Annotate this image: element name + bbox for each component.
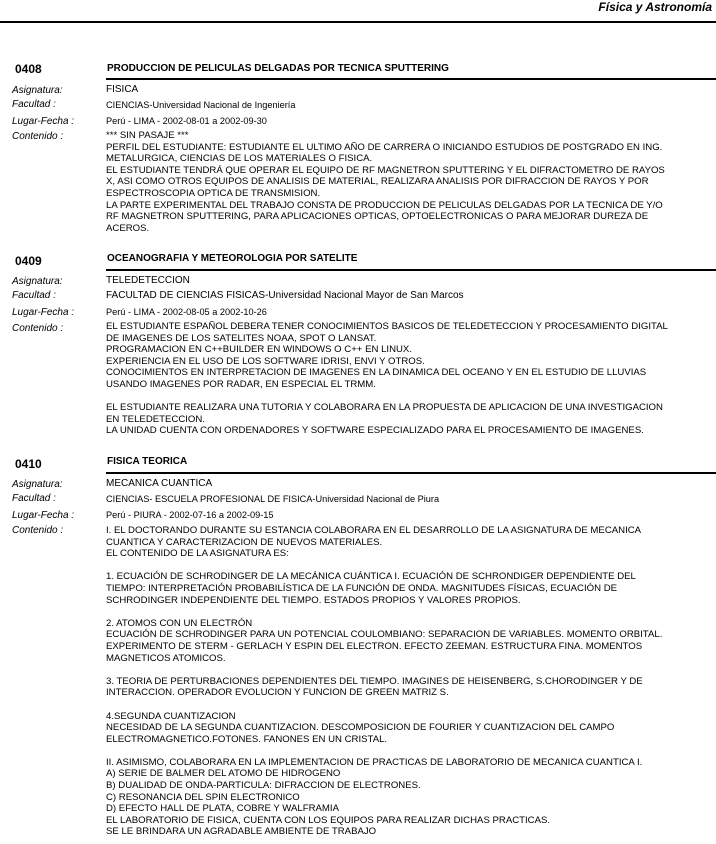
entry-code: 0409 bbox=[15, 254, 42, 268]
lugar-fecha-value: Perú - LIMA - 2002-08-05 a 2002-10-26 bbox=[106, 307, 267, 317]
asignatura-value: TELEDETECCION bbox=[106, 275, 190, 286]
header-divider bbox=[0, 21, 716, 23]
label-lugar-fecha: Lugar-Fecha : bbox=[12, 116, 75, 127]
lugar-fecha-value: Perú - PIURA - 2002-07-16 a 2002-09-15 bbox=[106, 510, 274, 520]
label-asignatura: Asignatura: bbox=[12, 479, 63, 490]
asignatura-value: FISICA bbox=[106, 84, 139, 95]
contenido-text: *** SIN PASAJE *** PERFIL DEL ESTUDIANTE: ESTUDIANTE EL ULTIMO AÑO DE CARRERA O INICIANDO ESTUDIOS DE POSTGRADO EN ING. METALURGICA, CIENCIAS DE LOS MATERIALES O FISICA. EL ESTUDIANTE TENDRÁ QUE OPERAR EL EQUIPO DE RF MAGNETRON SPUTTERING Y EL DIFRACTOMETRO DE RAYOS X, ASI COMO OTROS EQUIPOS DE ANALISIS DE MATERIAL, REALIZARA ANALISIS POR DIFRACCION DE RAYOS Y POR ESPECTROSCOPIA OPTICA DE TRANSMISION. LA PARTE EXPERIMENTAL DEL TRABAJO CONSTA DE PRODUCCION DE PELICULAS DELGADAS POR LA TECNICA DE Y/O RF MAGNETRON SPUTTERING, PARA APLICACIONES OPTICAS, OPTOELECTRONICAS O PARA MEJORAR DUREZA DE ACEROS. bbox=[106, 130, 665, 234]
label-contenido: Contenido : bbox=[12, 525, 64, 536]
entry-title: FISICA TEORICA bbox=[107, 456, 188, 467]
asignatura-value: MECANICA CUANTICA bbox=[106, 478, 213, 489]
entry-divider bbox=[106, 78, 716, 80]
entry-code: 0410 bbox=[15, 457, 42, 471]
facultad-value: CIENCIAS-Universidad Nacional de Ingeniería bbox=[106, 100, 296, 110]
entry-code: 0408 bbox=[15, 62, 42, 76]
entry-divider bbox=[106, 472, 716, 474]
label-asignatura: Asignatura: bbox=[12, 85, 63, 96]
facultad-value: FACULTAD DE CIENCIAS FISICAS-Universidad Nacional Mayor de San Marcos bbox=[106, 290, 464, 301]
facultad-value: CIENCIAS- ESCUELA PROFESIONAL DE FISICA-Universidad Nacional de Piura bbox=[106, 494, 440, 504]
contenido-text: EL ESTUDIANTE ESPAÑOL DEBERA TENER CONOCIMIENTOS BASICOS DE TELEDETECCION Y PROCESAMIENTO DIGITAL DE IMAGENES DE LOS SATELITES NOAA, SPOT O LANSAT. PROGRAMACION EN C++BUILDER EN WINDOWS O C++ EN LINUX. EXPERIENCIA EN EL USO DE LOS SOFTWARE IDRISI, ENVI Y OTROS. CONOCIMIENTOS EN INTERPRETACION DE IMAGENES EN LA DINAMICA DEL OCEANO Y EN EL ESTUDIO DE LLUVIAS USANDO IMAGENES POR RADAR, EN ESPECIAL EL TRMM. EL ESTUDIANTE REALIZARA UNA TUTORIA Y COLABORARA EN LA PROPUESTA DE APLICACION DE UNA INVESTIGACION EN TELEDETECCION. LA UNIDAD CUENTA CON ORDENADORES Y SOFTWARE ESPECIALIZADO PARA EL PROCESAMIENTO DE IMAGENES. bbox=[106, 321, 668, 437]
label-facultad: Facultad : bbox=[12, 493, 56, 504]
label-contenido: Contenido : bbox=[12, 131, 64, 142]
label-facultad: Facultad : bbox=[12, 290, 56, 301]
entry-divider bbox=[106, 269, 716, 271]
label-facultad: Facultad : bbox=[12, 99, 56, 110]
entry-title: PRODUCCION DE PELICULAS DELGADAS POR TECNICA SPUTTERING bbox=[107, 63, 449, 74]
entry-title: OCEANOGRAFIA Y METEOROLOGIA POR SATELITE bbox=[107, 253, 358, 264]
label-contenido: Contenido : bbox=[12, 323, 64, 334]
lugar-fecha-value: Perú - LIMA - 2002-08-01 a 2002-09-30 bbox=[106, 116, 267, 126]
label-asignatura: Asignatura: bbox=[12, 276, 63, 287]
label-lugar-fecha: Lugar-Fecha : bbox=[12, 307, 75, 318]
contenido-text: I. EL DOCTORANDO DURANTE SU ESTANCIA COLABORARA EN EL DESARROLLO DE LA ASIGNATURA DE MECANICA CUANTICA Y CARACTERIZACION DE NUEVOS MATERIALES. EL CONTENIDO DE LA ASIGNATURA ES: 1. ECUACIÓN DE SCHRODINGER DE LA MECÁNICA CUÁNTICA I. ECUACIÓN DE SCHRONDIGER DEPENDIENTE DEL TIEMPO: INTERPRETACIÓN PROBABILÍSTICA DE LA FUNCIÓN DE ONDA. MAGNITUDES FÍSICAS, ECUACIÓN DE SCHRODINGER INDEPENDIENTE DEL TIEMPO. ESTADOS PROPIOS Y VALORES PROPIOS. 2. ATOMOS CON UN ELECTRÓN ECUACIÓN DE SCHRODINGER PARA UN POTENCIAL COULOMBIANO: SEPARACION DE VARIABLES. MOMENTO ORBITAL. EXPERIMENTO DE STERM - GERLACH Y ESPIN DEL ELECTRON. EFECTO ZEEMAN. ESTRUCTURA FINA. MOMENTOS MAGNETICOS ATOMICOS. 3. TEORIA DE PERTURBACIONES DEPENDIENTES DEL TIEMPO. IMAGINES DE HEISENBERG, S.CHORODINGER Y DE INTERACCION. OPERADOR EVOLUCION Y FUNCION DE GREEN MATRIZ S. 4.SEGUNDA CUANTIZACION NECESIDAD DE LA SEGUNDA CUANTIZACION. DESCOMPOSICION DE FOURIER Y CUANTIZACION DEL CAMPO ELECTROMAGNETICO.FOTONES. FANONES EN UN CRISTAL. II. ASIMISMO, COLABORARA EN LA IMPLEMENTACION DE PRACTICAS DE LABORATORIO DE MECANICA CUANTICA I. A) SERIE DE BALMER DEL ATOMO DE HIDROGENO B) DUALIDAD DE ONDA-PARTICULA: DIFRACCION DE ELECTRONES. C) RESONANCIA DEL SPIN ELECTRONICO D) EFECTO HALL DE PLATA, COBRE Y WALFRAMIA EL LABORATORIO DE FISICA, CUENTA CON LOS EQUIPOS PARA REALIZAR DICHAS PRACTICAS. SE LE BRINDARA UN AGRADABLE AMBIENTE DE TRABAJO bbox=[106, 525, 663, 838]
page-header-title: Física y Astronomía bbox=[598, 0, 712, 14]
label-lugar-fecha: Lugar-Fecha : bbox=[12, 510, 75, 521]
